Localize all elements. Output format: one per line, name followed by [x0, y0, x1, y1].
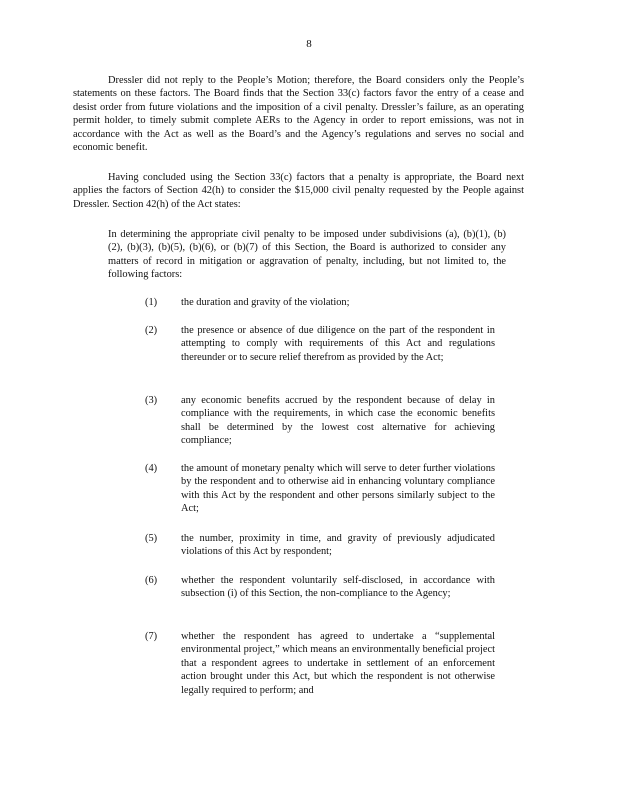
factor-text: the presence or absence of due diligence on the part of the respondent in attempting to comply with requirements of this Act and regulations thereunder or to secure relief therefrom as provided by the Act;	[181, 325, 495, 363]
factor-number: (3)	[145, 395, 158, 406]
factor-text: the amount of monetary penalty which will serve to deter further violations by the respondent and to otherwise aid in enhancing voluntary compliance with this Act by the respondent and other persons similarly subject to the Act;	[181, 463, 495, 515]
factor-number: (5)	[145, 533, 158, 544]
factor-number: (1)	[145, 297, 158, 308]
statute-quote-intro: In determining the appropriate civil penalty to be imposed under subdivisions (a), (b)(1), (b)(2), (b)(3), (b)(5), (b)(6), or (b)(7) of this Section, the Board is authorized to consider any matters of record in mitigation or aggravation of penalty, including, but not limited to, the following factors:	[108, 229, 506, 281]
factor-text: whether the respondent voluntarily self-disclosed, in accordance with subsection (i) of this Section, the non-compliance to the Agency;	[181, 575, 495, 600]
page-number: 8	[306, 38, 312, 50]
factor-text: whether the respondent has agreed to undertake a “supplemental environmental project,” which means an environmentally beneficial project that a respondent agrees to undertake in settlement of an enforcement action brought under this Act, but which the respondent is not otherwise legally required to perform; and	[181, 631, 495, 696]
factor-text: the number, proximity in time, and gravity of previously adjudicated violations of this Act by respondent;	[181, 533, 495, 558]
body-paragraph-1: Dressler did not reply to the People’s Motion; therefore, the Board considers only the People’s statements on these factors. The Board finds that the Section 33(c) factors favor the entry of a cease and desist order from future violations and the imposition of a civil penalty. Dressler’s failure, as an operating permit holder, to timely submit complete AERs to the Agency in order to report emissions, was not in accordance with the Act as well as the Board’s and the Agency’s regulations and serves no social and economic benefit.	[73, 75, 524, 154]
factor-number: (6)	[145, 575, 158, 586]
factor-number: (7)	[145, 631, 158, 642]
factor-text: any economic benefits accrued by the respondent because of delay in compliance with the requirements, in which case the economic benefits shall be determined by the lowest cost alternative for achieving compliance;	[181, 395, 495, 447]
factor-text: the duration and gravity of the violation;	[181, 297, 350, 308]
factor-number: (4)	[145, 463, 158, 474]
body-paragraph-2: Having concluded using the Section 33(c) factors that a penalty is appropriate, the Board next applies the factors of Section 42(h) to consider the $15,000 civil penalty requested by the People against Dressler. Section 42(h) of the Act states:	[73, 172, 524, 210]
factor-number: (2)	[145, 325, 158, 336]
